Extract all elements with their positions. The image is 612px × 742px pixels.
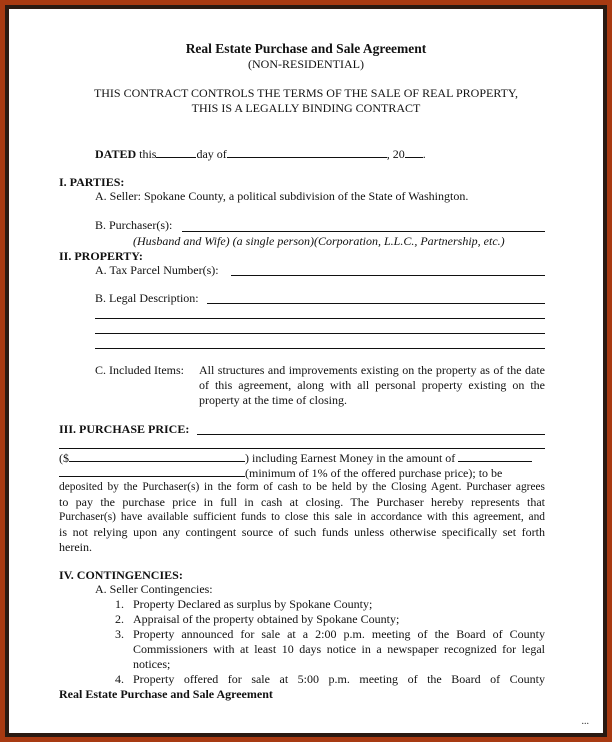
tax-parcel-label: A. Tax Parcel Number(s): (95, 263, 219, 277)
price-line-1 (59, 450, 545, 466)
price-amount-blank[interactable] (69, 450, 245, 462)
document-subtitle: (NON-RESIDENTIAL) (248, 57, 364, 71)
month-blank[interactable] (227, 146, 387, 158)
legal-description-blank-3[interactable] (95, 333, 545, 334)
legal-description-blank-1[interactable] (207, 303, 545, 304)
price-line-7: herein. (59, 540, 92, 554)
seller-contingencies-label: A. Seller Contingencies: (95, 582, 213, 596)
dated-line (95, 146, 426, 162)
purchaser-blank[interactable] (182, 231, 545, 232)
seller-line: A. Seller: Spokane County, a political subdivision of the State of Washington. (95, 189, 469, 203)
price-dollar: ($ (59, 451, 69, 465)
dated-year: , 20 (386, 147, 405, 161)
contingency-num-3: 3. (115, 627, 124, 641)
purchase-price-blank-2[interactable] (59, 448, 545, 449)
purchase-price-blank-1[interactable] (197, 434, 545, 435)
included-items-line-1: All structures and improvements existing on the property as of the date (199, 363, 545, 377)
earnest-money-blank[interactable] (458, 450, 532, 462)
contingency-text-1: Property Declared as surplus by Spokane County; (133, 597, 373, 611)
document-page (9, 9, 603, 733)
contingency-num-1: 1. (115, 597, 124, 611)
contingency-text-3-line-2: Commissioners with at least 10 days notice in a newspaper recognized for legal (133, 642, 545, 656)
contingency-num-2: 2. (115, 612, 124, 626)
contingency-text-3: Property announced for sale at a 2:00 p.m. meeting of the Board of County (133, 627, 545, 641)
price-line-4: to pay the purchase price in full in cash at closing. The Purchaser hereby represents that (59, 495, 545, 509)
price-line-3: deposited by the Purchaser(s) in the form of cash to be held by the Closing Agent. Purchaser agrees (59, 481, 545, 493)
included-items-line-2: of this agreement, along with all personal property existing on the (199, 378, 545, 392)
price-line-6: is not relying upon any contingent source of such funds unless otherwise specifically set forth (59, 525, 545, 539)
notice-line-2: THIS IS A LEGALLY BINDING CONTRACT (191, 101, 421, 115)
contingency-text-4: Property offered for sale at 5:00 p.m. meeting of the Board of County (133, 672, 545, 686)
price-line-5: Purchaser(s) have available sufficient funds to close this sale in accordance with this agreement, and (59, 511, 545, 523)
contingencies-heading: IV. CONTINGENCIES: (59, 568, 183, 582)
parties-heading: I. PARTIES: (59, 175, 125, 189)
price-line-2 (59, 465, 545, 481)
legal-description-blank-4[interactable] (95, 348, 545, 349)
contingency-text-2: Appraisal of the property obtained by Spokane County; (133, 612, 400, 626)
day-blank[interactable] (156, 146, 196, 158)
legal-description-label: B. Legal Description: (95, 291, 199, 305)
purchaser-label: B. Purchaser(s): (95, 218, 173, 232)
document-title: Real Estate Purchase and Sale Agreement (185, 41, 427, 56)
included-items-label: C. Included Items: (95, 363, 184, 377)
legal-description-blank-2[interactable] (95, 318, 545, 319)
notice-line-1: THIS CONTRACT CONTROLS THE TERMS OF THE SALE OF REAL PROPERTY, (93, 86, 519, 100)
more-indicator: ... (581, 716, 589, 727)
purchaser-hint: (Husband and Wife) (a single person)(Corporation, L.L.C., Partnership, etc.) (133, 234, 505, 248)
dated-this: this (139, 147, 157, 161)
dated-label: DATED (95, 147, 137, 161)
price-earnest-text: ) including Earnest Money in the amount of (245, 451, 456, 465)
earnest-money-blank-2[interactable] (59, 465, 245, 477)
price-minimum-text: (minimum of 1% of the offered purchase price); to be (245, 466, 503, 480)
dated-end: . (422, 147, 426, 161)
purchase-price-heading: III. PURCHASE PRICE: (59, 422, 190, 436)
running-title: Real Estate Purchase and Sale Agreement (59, 687, 273, 701)
included-items-line-3: property at the time of closing. (199, 393, 347, 407)
contingency-num-4: 4. (115, 672, 124, 686)
tax-parcel-blank[interactable] (231, 275, 545, 276)
year-blank[interactable] (405, 146, 423, 158)
dated-dayof: day of (196, 147, 227, 161)
property-heading: II. PROPERTY: (59, 249, 143, 263)
contingency-text-3-line-3: notices; (133, 657, 171, 671)
